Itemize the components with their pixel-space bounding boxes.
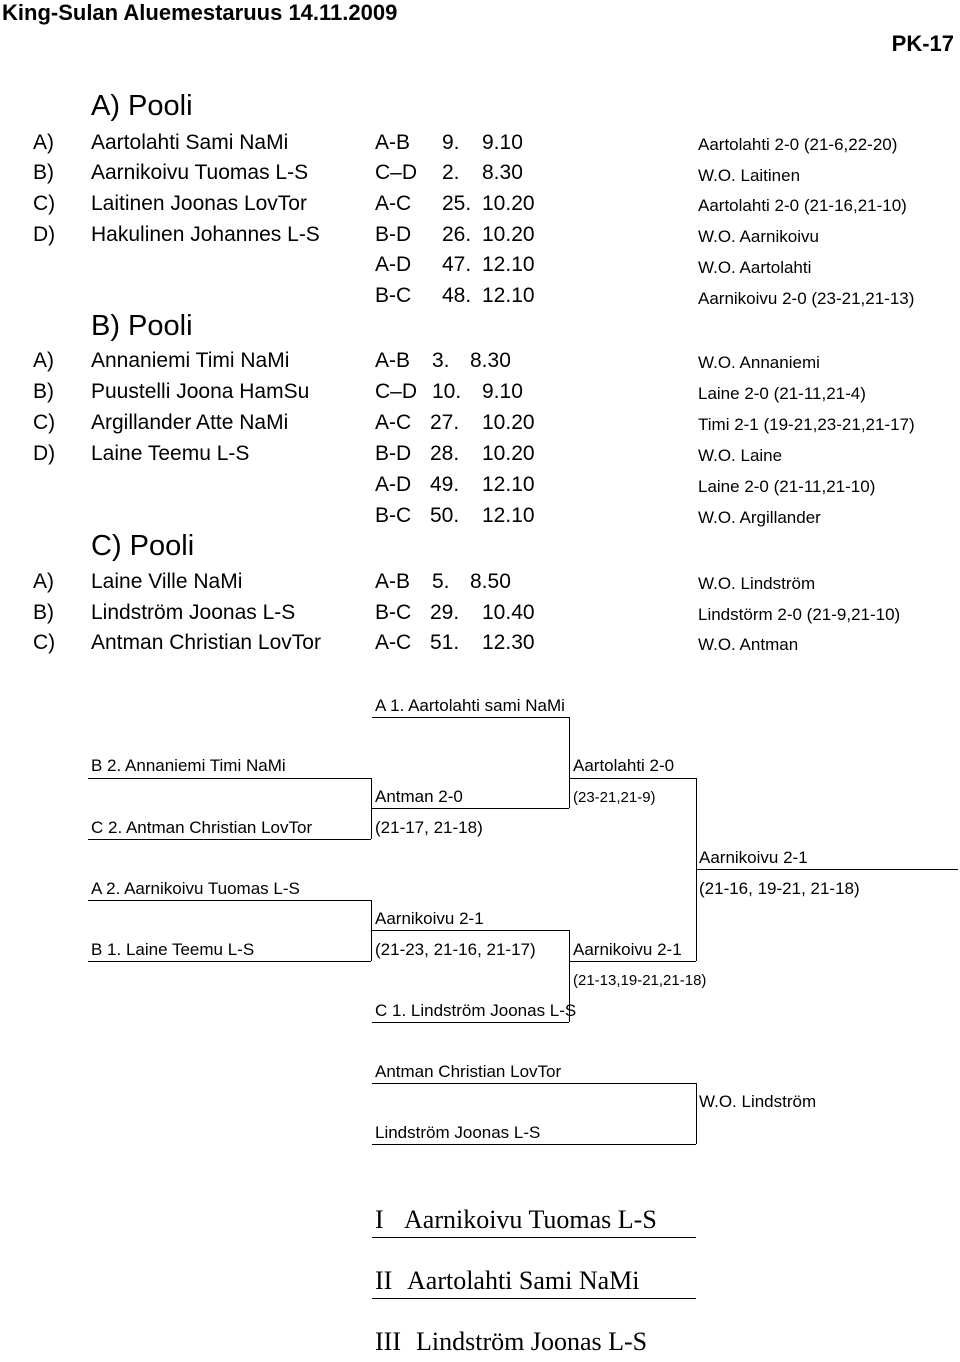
- match-result: W.O. Aarnikoivu: [698, 227, 819, 246]
- match-result: W.O. Laine: [698, 446, 783, 465]
- match-time: 12.10: [482, 473, 535, 496]
- bracket-seed: A 2. Aarnikoivu Tuomas L-S: [91, 879, 300, 898]
- sf2-score: (21-13,19-21,21-18): [573, 972, 707, 989]
- player-name: Aarnikoivu Tuomas L-S: [91, 161, 309, 184]
- match-result: W.O. Antman: [698, 635, 799, 654]
- match-pair: A-C: [375, 192, 412, 215]
- player-slot: A): [33, 349, 54, 372]
- bracket-line: [372, 717, 569, 718]
- match-result: Aartolahti 2-0 (21-6,22-20): [698, 135, 898, 154]
- bracket-line: [569, 961, 696, 962]
- player-name: Argillander Atte NaMi: [91, 411, 289, 434]
- bracket-line: [88, 778, 371, 779]
- match-pair: B-C: [375, 601, 412, 624]
- match-result: Aarnikoivu 2-0 (23-21,21-13): [698, 289, 915, 308]
- match-time: 12.10: [482, 284, 535, 307]
- match-result: W.O. Aartolahti: [698, 258, 812, 277]
- player-name: Antman Christian LovTor: [91, 631, 321, 654]
- match-number: 49.: [430, 473, 460, 496]
- sf1-score: (23-21,21-9): [573, 789, 656, 806]
- match-time: 8.30: [470, 349, 511, 372]
- match-result: Aartolahti 2-0 (21-16,21-10): [698, 196, 907, 215]
- player-slot: C): [33, 192, 56, 215]
- match-result: W.O. Laitinen: [698, 166, 801, 185]
- page-title: King-Sulan Aluemestaruus 14.11.2009: [2, 0, 398, 25]
- match-pair: A-D: [375, 253, 412, 276]
- qf2-winner: Aarnikoivu 2-1: [375, 909, 484, 928]
- bracket-line: [371, 808, 569, 809]
- page-code: PK-17: [891, 31, 954, 56]
- player-name: Puustelli Joona HamSu: [91, 380, 310, 403]
- qf1-score: (21-17, 21-18): [375, 818, 483, 837]
- match-pair: B-C: [375, 504, 412, 527]
- match-result: Laine 2-0 (21-11,21-4): [698, 384, 866, 403]
- player-slot: B): [33, 161, 54, 184]
- player-slot: A): [33, 570, 54, 593]
- player-name: Annaniemi Timi NaMi: [91, 349, 290, 372]
- player-slot: C): [33, 631, 56, 654]
- bronze-player-1: Antman Christian LovTor: [375, 1062, 562, 1081]
- match-number: 9.: [442, 131, 460, 154]
- match-number: 51.: [430, 631, 460, 654]
- match-pair: B-C: [375, 284, 412, 307]
- match-number: 48.: [442, 284, 472, 307]
- bracket-line: [696, 1083, 697, 1144]
- match-time: 12.10: [482, 504, 535, 527]
- match-number: 47.: [442, 253, 472, 276]
- sf1-winner: Aartolahti 2-0: [573, 756, 675, 775]
- standing-rank: III: [375, 1327, 401, 1356]
- match-number: 50.: [430, 504, 460, 527]
- match-pair: B-D: [375, 223, 412, 246]
- bronze-player-2: Lindström Joonas L-S: [375, 1123, 541, 1142]
- pool-title: C) Pooli: [91, 530, 195, 562]
- match-pair: A-C: [375, 411, 412, 434]
- bracket-line: [372, 1022, 569, 1023]
- bracket-line: [372, 1298, 696, 1299]
- match-time: 9.10: [482, 380, 523, 403]
- final-score: (21-16, 19-21, 21-18): [699, 879, 860, 898]
- match-result: W.O. Argillander: [698, 508, 821, 527]
- bronze-result: W.O. Lindström: [699, 1092, 817, 1111]
- player-slot: C): [33, 411, 56, 434]
- player-name: Laine Teemu L-S: [91, 442, 250, 465]
- standing-name: Lindström Joonas L-S: [416, 1327, 648, 1356]
- match-number: 27.: [430, 411, 460, 434]
- bracket-line: [569, 778, 696, 779]
- bracket-seed: C 1. Lindström Joonas L-S: [375, 1001, 577, 1020]
- player-name: Aartolahti Sami NaMi: [91, 131, 289, 154]
- bracket-line: [372, 1083, 696, 1084]
- bracket-line: [371, 930, 569, 931]
- sf2-winner: Aarnikoivu 2-1: [573, 940, 682, 959]
- match-time: 10.20: [482, 192, 535, 215]
- player-name: Lindström Joonas L-S: [91, 601, 296, 624]
- standing-rank: II: [375, 1266, 393, 1295]
- pool-title: B) Pooli: [91, 310, 193, 342]
- bracket-seed: A 1. Aartolahti sami NaMi: [375, 696, 565, 715]
- bracket-seed: B 2. Annaniemi Timi NaMi: [91, 756, 286, 775]
- bracket-line: [696, 869, 958, 870]
- player-name: Hakulinen Johannes L-S: [91, 223, 320, 246]
- standing-rank: I: [375, 1205, 384, 1234]
- bracket-line: [88, 961, 371, 962]
- match-pair: A-B: [375, 349, 411, 372]
- bracket-line: [569, 717, 570, 808]
- match-number: 2.: [442, 161, 460, 184]
- match-pair: A-C: [375, 631, 412, 654]
- match-number: 25.: [442, 192, 472, 215]
- match-time: 10.20: [482, 411, 535, 434]
- match-number: 29.: [430, 601, 460, 624]
- bracket-line: [372, 1144, 696, 1145]
- player-name: Laitinen Joonas LovTor: [91, 192, 307, 215]
- match-result: Lindstörm 2-0 (21-9,21-10): [698, 605, 901, 624]
- match-number: 3.: [432, 349, 450, 372]
- match-result: W.O. Lindström: [698, 574, 816, 593]
- match-number: 28.: [430, 442, 460, 465]
- player-slot: A): [33, 131, 54, 154]
- match-result: W.O. Annaniemi: [698, 353, 820, 372]
- qf1-winner: Antman 2-0: [375, 787, 463, 806]
- match-time: 12.30: [482, 631, 535, 654]
- match-number: 10.: [432, 380, 462, 403]
- match-time: 9.10: [482, 131, 523, 154]
- match-time: 10.40: [482, 601, 535, 624]
- match-number: 26.: [442, 223, 472, 246]
- bracket-seed: C 2. Antman Christian LovTor: [91, 818, 313, 837]
- standing-name: Aartolahti Sami NaMi: [407, 1266, 640, 1295]
- match-time: 12.10: [482, 253, 535, 276]
- match-time: 10.20: [482, 442, 535, 465]
- match-pair: A-B: [375, 570, 411, 593]
- player-slot: D): [33, 442, 56, 465]
- match-pair: C–D: [375, 380, 418, 403]
- match-time: 10.20: [482, 223, 535, 246]
- standing-name: Aarnikoivu Tuomas L-S: [404, 1205, 657, 1234]
- match-result: Timi 2-1 (19-21,23-21,21-17): [698, 415, 915, 434]
- bracket-line: [88, 839, 371, 840]
- bracket-line: [372, 1237, 696, 1238]
- match-pair: A-D: [375, 473, 412, 496]
- player-slot: B): [33, 601, 54, 624]
- match-time: 8.50: [470, 570, 511, 593]
- bracket-line: [569, 930, 570, 1022]
- match-result: Laine 2-0 (21-11,21-10): [698, 477, 876, 496]
- player-slot: B): [33, 380, 54, 403]
- match-pair: C–D: [375, 161, 418, 184]
- bracket-line: [88, 900, 371, 901]
- match-pair: A-B: [375, 131, 411, 154]
- player-slot: D): [33, 223, 56, 246]
- qf2-score: (21-23, 21-16, 21-17): [375, 940, 536, 959]
- bracket-seed: B 1. Laine Teemu L-S: [91, 940, 255, 959]
- player-name: Laine Ville NaMi: [91, 570, 243, 593]
- pool-title: A) Pooli: [91, 90, 193, 122]
- final-winner: Aarnikoivu 2-1: [699, 848, 808, 867]
- match-pair: B-D: [375, 442, 412, 465]
- match-number: 5.: [432, 570, 450, 593]
- match-time: 8.30: [482, 161, 523, 184]
